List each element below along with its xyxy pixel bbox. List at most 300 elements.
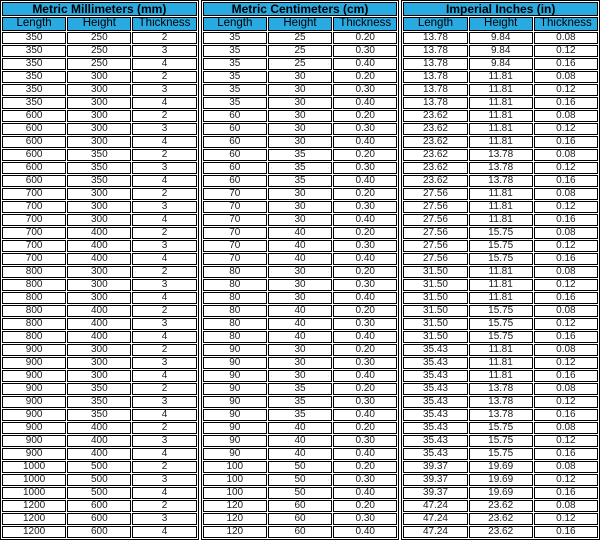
- section-title-millimeters: Metric Millimeters (mm): [2, 2, 197, 16]
- cell: 4: [132, 136, 196, 148]
- cell: 900: [2, 344, 66, 356]
- cell: 35.43: [403, 448, 467, 460]
- table-row: [403, 97, 598, 109]
- cell: 600: [2, 123, 66, 135]
- cell: 0.20: [333, 110, 397, 122]
- table-row: [403, 240, 598, 252]
- cell: 60: [203, 175, 267, 187]
- cell: 13.78: [469, 175, 533, 187]
- cell: 13.78: [469, 396, 533, 408]
- table-row: [403, 149, 598, 161]
- cell: 3: [132, 123, 196, 135]
- table-row: [203, 435, 398, 447]
- cell: 400: [67, 253, 131, 265]
- column-header-row: [2, 17, 197, 31]
- column-header-thickness: Thickness: [333, 17, 397, 31]
- cell: 35.43: [403, 344, 467, 356]
- cell: 31.50: [403, 279, 467, 291]
- cell: 47.24: [403, 500, 467, 512]
- cell: 600: [2, 162, 66, 174]
- cell: 0.08: [534, 71, 598, 83]
- cell: 9.84: [469, 58, 533, 70]
- cell: 23.62: [469, 513, 533, 525]
- cell: 900: [2, 383, 66, 395]
- cell: 700: [2, 253, 66, 265]
- table-row: [203, 240, 398, 252]
- table-row: [203, 331, 398, 343]
- cell: 90: [203, 448, 267, 460]
- cell: 0.30: [333, 240, 397, 252]
- cell: 350: [2, 71, 66, 83]
- cell: 3: [132, 318, 196, 330]
- cell: 350: [2, 32, 66, 44]
- table-row: [403, 201, 598, 213]
- table-row: [203, 71, 398, 83]
- table-row: [403, 214, 598, 226]
- cell: 0.40: [333, 175, 397, 187]
- cell: 120: [203, 513, 267, 525]
- cell: 25: [268, 32, 332, 44]
- cell: 0.30: [333, 84, 397, 96]
- table-row: [403, 422, 598, 434]
- table-row: [203, 461, 398, 473]
- centimeters-table: [201, 0, 400, 540]
- cell: 40: [268, 253, 332, 265]
- cell: 60: [203, 162, 267, 174]
- cell: 1200: [2, 526, 66, 538]
- cell: 90: [203, 422, 267, 434]
- cell: 500: [67, 461, 131, 473]
- column-header-height: Height: [469, 17, 533, 31]
- cell: 70: [203, 201, 267, 213]
- cell: 0.12: [534, 396, 598, 408]
- cell: 23.62: [403, 110, 467, 122]
- cell: 80: [203, 318, 267, 330]
- table-row: [2, 123, 197, 135]
- table-row: [203, 214, 398, 226]
- cell: 4: [132, 409, 196, 421]
- cell: 0.30: [333, 279, 397, 291]
- cell: 0.12: [534, 435, 598, 447]
- cell: 0.30: [333, 162, 397, 174]
- cell: 3: [132, 84, 196, 96]
- table-row: [2, 500, 197, 512]
- table-row: [2, 513, 197, 525]
- cell: 0.16: [534, 331, 598, 343]
- cell: 350: [67, 409, 131, 421]
- cell: 700: [2, 240, 66, 252]
- cell: 15.75: [469, 227, 533, 239]
- cell: 2: [132, 227, 196, 239]
- cell: 600: [2, 136, 66, 148]
- table-row: [403, 318, 598, 330]
- cell: 300: [67, 266, 131, 278]
- cell: 3: [132, 357, 196, 369]
- table-row: [2, 487, 197, 499]
- table-row: [403, 396, 598, 408]
- table-row: [403, 253, 598, 265]
- cell: 0.40: [333, 448, 397, 460]
- cell: 31.50: [403, 331, 467, 343]
- table-row: [203, 162, 398, 174]
- cell: 35: [203, 84, 267, 96]
- section-header-row: [203, 2, 398, 16]
- cell: 0.12: [534, 162, 598, 174]
- cell: 80: [203, 305, 267, 317]
- cell: 39.37: [403, 461, 467, 473]
- cell: 30: [268, 136, 332, 148]
- cell: 35: [268, 396, 332, 408]
- cell: 0.20: [333, 32, 397, 44]
- cell: 27.56: [403, 188, 467, 200]
- table-row: [2, 279, 197, 291]
- cell: 4: [132, 292, 196, 304]
- cell: 30: [268, 279, 332, 291]
- table-row: [203, 526, 398, 538]
- cell: 0.20: [333, 227, 397, 239]
- table-row: [2, 370, 197, 382]
- cell: 15.75: [469, 305, 533, 317]
- cell: 2: [132, 110, 196, 122]
- cell: 35: [268, 162, 332, 174]
- cell: 350: [2, 97, 66, 109]
- cell: 0.12: [534, 474, 598, 486]
- cell: 800: [2, 318, 66, 330]
- cell: 0.16: [534, 409, 598, 421]
- cell: 800: [2, 305, 66, 317]
- cell: 350: [67, 162, 131, 174]
- cell: 800: [2, 266, 66, 278]
- table-row: [2, 357, 197, 369]
- cell: 0.16: [534, 175, 598, 187]
- cell: 0.40: [333, 292, 397, 304]
- table-row: [403, 175, 598, 187]
- cell: 2: [132, 461, 196, 473]
- cell: 70: [203, 240, 267, 252]
- cell: 40: [268, 305, 332, 317]
- cell: 250: [67, 58, 131, 70]
- table-row: [403, 435, 598, 447]
- table-row: [2, 344, 197, 356]
- cell: 30: [268, 97, 332, 109]
- cell: 13.78: [469, 409, 533, 421]
- table-row: [403, 123, 598, 135]
- table-row: [203, 227, 398, 239]
- table-row: [2, 331, 197, 343]
- cell: 90: [203, 383, 267, 395]
- cell: 300: [67, 292, 131, 304]
- table-row: [2, 227, 197, 239]
- table-row: [203, 383, 398, 395]
- section-title-centimeters: Metric Centimeters (cm): [203, 2, 398, 16]
- cell: 0.20: [333, 383, 397, 395]
- cell: 0.30: [333, 474, 397, 486]
- cell: 25: [268, 45, 332, 57]
- cell: 400: [67, 318, 131, 330]
- table-row: [403, 305, 598, 317]
- cell: 0.20: [333, 422, 397, 434]
- section-header-row: [403, 2, 598, 16]
- cell: 1000: [2, 487, 66, 499]
- cell: 3: [132, 240, 196, 252]
- cell: 900: [2, 370, 66, 382]
- cell: 0.12: [534, 513, 598, 525]
- cell: 35.43: [403, 383, 467, 395]
- cell: 60: [203, 123, 267, 135]
- cell: 13.78: [469, 162, 533, 174]
- cell: 80: [203, 331, 267, 343]
- cell: 0.08: [534, 32, 598, 44]
- cell: 400: [67, 305, 131, 317]
- cell: 90: [203, 435, 267, 447]
- cell: 15.75: [469, 435, 533, 447]
- cell: 1000: [2, 474, 66, 486]
- cell: 3: [132, 435, 196, 447]
- cell: 350: [2, 45, 66, 57]
- cell: 35.43: [403, 396, 467, 408]
- table-row: [403, 461, 598, 473]
- table-row: [203, 409, 398, 421]
- cell: 2: [132, 266, 196, 278]
- cell: 13.78: [403, 71, 467, 83]
- table-row: [203, 396, 398, 408]
- cell: 4: [132, 58, 196, 70]
- cell: 35: [203, 45, 267, 57]
- cell: 40: [268, 318, 332, 330]
- cell: 90: [203, 396, 267, 408]
- cell: 25: [268, 58, 332, 70]
- cell: 2: [132, 383, 196, 395]
- section-header-row: [2, 2, 197, 16]
- cell: 400: [67, 331, 131, 343]
- cell: 3: [132, 396, 196, 408]
- cell: 30: [268, 292, 332, 304]
- cell: 0.08: [534, 383, 598, 395]
- cell: 0.08: [534, 461, 598, 473]
- cell: 300: [67, 370, 131, 382]
- table-row: [203, 448, 398, 460]
- cell: 30: [268, 344, 332, 356]
- cell: 0.40: [333, 214, 397, 226]
- table-row: [203, 97, 398, 109]
- cell: 0.16: [534, 487, 598, 499]
- cell: 0.30: [333, 513, 397, 525]
- cell: 2: [132, 188, 196, 200]
- cell: 800: [2, 331, 66, 343]
- cell: 30: [268, 201, 332, 213]
- section-title-inches: Imperial Inches (in): [403, 2, 598, 16]
- cell: 11.81: [469, 214, 533, 226]
- table-row: [2, 474, 197, 486]
- table-row: [403, 513, 598, 525]
- cell: 900: [2, 448, 66, 460]
- column-header-height: Height: [67, 17, 131, 31]
- column-header-length: Length: [203, 17, 267, 31]
- cell: 300: [67, 110, 131, 122]
- cell: 2: [132, 32, 196, 44]
- cell: 30: [268, 357, 332, 369]
- cell: 120: [203, 500, 267, 512]
- column-header-row: [403, 17, 598, 31]
- cell: 600: [2, 110, 66, 122]
- table-row: [403, 409, 598, 421]
- cell: 23.62: [403, 175, 467, 187]
- cell: 35: [268, 409, 332, 421]
- cell: 0.12: [534, 45, 598, 57]
- table-row: [403, 58, 598, 70]
- cell: 39.37: [403, 487, 467, 499]
- cell: 2: [132, 500, 196, 512]
- cell: 600: [67, 513, 131, 525]
- column-header-thickness: Thickness: [132, 17, 196, 31]
- cell: 4: [132, 214, 196, 226]
- table-row: [203, 123, 398, 135]
- table-row: [403, 110, 598, 122]
- cell: 600: [67, 500, 131, 512]
- cell: 300: [67, 279, 131, 291]
- cell: 0.30: [333, 435, 397, 447]
- cell: 0.08: [534, 149, 598, 161]
- cell: 0.20: [333, 461, 397, 473]
- cell: 15.75: [469, 253, 533, 265]
- cell: 11.81: [469, 357, 533, 369]
- cell: 27.56: [403, 201, 467, 213]
- cell: 80: [203, 292, 267, 304]
- cell: 300: [67, 344, 131, 356]
- cell: 35: [203, 97, 267, 109]
- table-row: [2, 149, 197, 161]
- table-row: [203, 292, 398, 304]
- cell: 3: [132, 45, 196, 57]
- table-row: [403, 227, 598, 239]
- cell: 0.08: [534, 500, 598, 512]
- table-row: [203, 201, 398, 213]
- table-row: [203, 422, 398, 434]
- cell: 9.84: [469, 32, 533, 44]
- cell: 11.81: [469, 370, 533, 382]
- cell: 900: [2, 357, 66, 369]
- cell: 23.62: [403, 162, 467, 174]
- cell: 15.75: [469, 422, 533, 434]
- cell: 35.43: [403, 370, 467, 382]
- table-row: [2, 45, 197, 57]
- table-row: [403, 84, 598, 96]
- cell: 100: [203, 461, 267, 473]
- cell: 300: [67, 201, 131, 213]
- cell: 31.50: [403, 266, 467, 278]
- cell: 15.75: [469, 318, 533, 330]
- cell: 0.12: [534, 84, 598, 96]
- table-row: [203, 253, 398, 265]
- cell: 40: [268, 448, 332, 460]
- table-row: [403, 266, 598, 278]
- cell: 60: [203, 149, 267, 161]
- cell: 250: [67, 45, 131, 57]
- cell: 0.40: [333, 487, 397, 499]
- cell: 0.20: [333, 266, 397, 278]
- cell: 13.78: [403, 45, 467, 57]
- cell: 13.78: [469, 383, 533, 395]
- cell: 47.24: [403, 513, 467, 525]
- cell: 40: [268, 435, 332, 447]
- table-row: [203, 370, 398, 382]
- table-row: [403, 500, 598, 512]
- table-row: [403, 526, 598, 538]
- cell: 900: [2, 396, 66, 408]
- cell: 400: [67, 448, 131, 460]
- cell: 50: [268, 474, 332, 486]
- cell: 70: [203, 227, 267, 239]
- cell: 0.30: [333, 201, 397, 213]
- cell: 0.16: [534, 253, 598, 265]
- cell: 31.50: [403, 305, 467, 317]
- cell: 800: [2, 292, 66, 304]
- table-row: [2, 162, 197, 174]
- table-row: [2, 175, 197, 187]
- table-row: [203, 318, 398, 330]
- table-row: [403, 279, 598, 291]
- cell: 2: [132, 305, 196, 317]
- table-row: [403, 71, 598, 83]
- cell: 700: [2, 227, 66, 239]
- cell: 23.62: [403, 149, 467, 161]
- cell: 90: [203, 357, 267, 369]
- cell: 1200: [2, 513, 66, 525]
- cell: 35: [203, 32, 267, 44]
- cell: 11.81: [469, 123, 533, 135]
- cell: 4: [132, 487, 196, 499]
- cell: 11.81: [469, 279, 533, 291]
- table-row: [403, 474, 598, 486]
- cell: 0.40: [333, 97, 397, 109]
- cell: 23.62: [469, 526, 533, 538]
- cell: 60: [268, 526, 332, 538]
- cell: 300: [67, 97, 131, 109]
- cell: 2: [132, 149, 196, 161]
- table-row: [203, 305, 398, 317]
- cell: 60: [268, 500, 332, 512]
- cell: 15.75: [469, 331, 533, 343]
- cell: 35: [203, 71, 267, 83]
- cell: 35.43: [403, 435, 467, 447]
- table-row: [403, 162, 598, 174]
- cell: 100: [203, 474, 267, 486]
- cell: 11.81: [469, 188, 533, 200]
- table-row: [2, 396, 197, 408]
- cell: 35.43: [403, 422, 467, 434]
- cell: 0.08: [534, 227, 598, 239]
- cell: 350: [2, 84, 66, 96]
- table-row: [203, 500, 398, 512]
- cell: 0.40: [333, 136, 397, 148]
- cell: 40: [268, 331, 332, 343]
- cell: 900: [2, 435, 66, 447]
- cell: 0.20: [333, 188, 397, 200]
- cell: 4: [132, 331, 196, 343]
- cell: 300: [67, 123, 131, 135]
- cell: 500: [67, 474, 131, 486]
- cell: 0.08: [534, 188, 598, 200]
- table-row: [2, 188, 197, 200]
- table-row: [2, 71, 197, 83]
- cell: 4: [132, 253, 196, 265]
- table-row: [203, 45, 398, 57]
- cell: 2: [132, 422, 196, 434]
- cell: 1000: [2, 461, 66, 473]
- cell: 30: [268, 266, 332, 278]
- cell: 13.78: [403, 84, 467, 96]
- cell: 31.50: [403, 318, 467, 330]
